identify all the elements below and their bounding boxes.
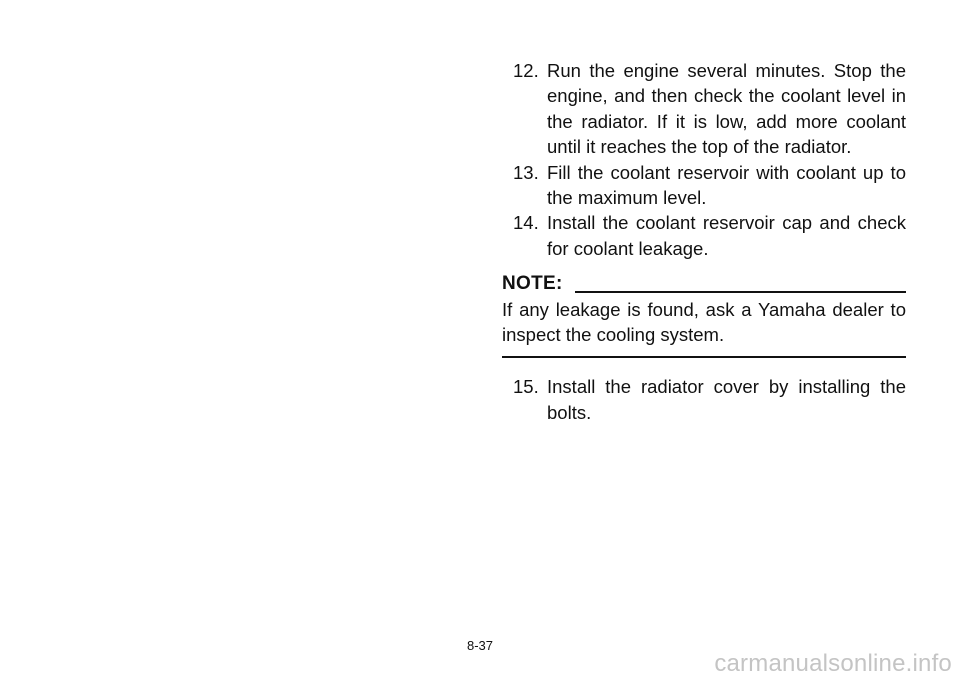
- note-header-rule: [575, 291, 906, 293]
- step-text: Install the coolant reservoir cap and check for coolant leakage.: [547, 212, 906, 259]
- step-14: [502, 210, 906, 261]
- watermark: carmanualsonline.info: [714, 650, 952, 677]
- step-number: 12.: [513, 60, 539, 81]
- step-text: Run the engine several minutes. Stop the engine, and then check the coolant level in the radiator. If it is low, add more coolant until it reaches the top of the radiator.: [547, 60, 906, 158]
- step-15: [502, 374, 906, 425]
- manual-column: [502, 58, 906, 425]
- step-number: 15.: [513, 376, 539, 398]
- note-box: [502, 271, 906, 358]
- note-header: [502, 271, 906, 296]
- page-number: 8-37: [466, 638, 494, 653]
- step-number: 13.: [513, 161, 539, 183]
- step-text: Install the radiator cover by installing the bolts.: [547, 376, 906, 423]
- step-text: Fill the coolant reservoir with coolant up to the maximum level.: [547, 161, 906, 209]
- step-number: 14.: [513, 212, 539, 234]
- note-text: If any leakage is found, ask a Yamaha dealer to inspect the cooling system.: [502, 297, 906, 359]
- step-12: [502, 58, 906, 160]
- note-label: NOTE:: [502, 273, 563, 295]
- step-13: [502, 160, 906, 211]
